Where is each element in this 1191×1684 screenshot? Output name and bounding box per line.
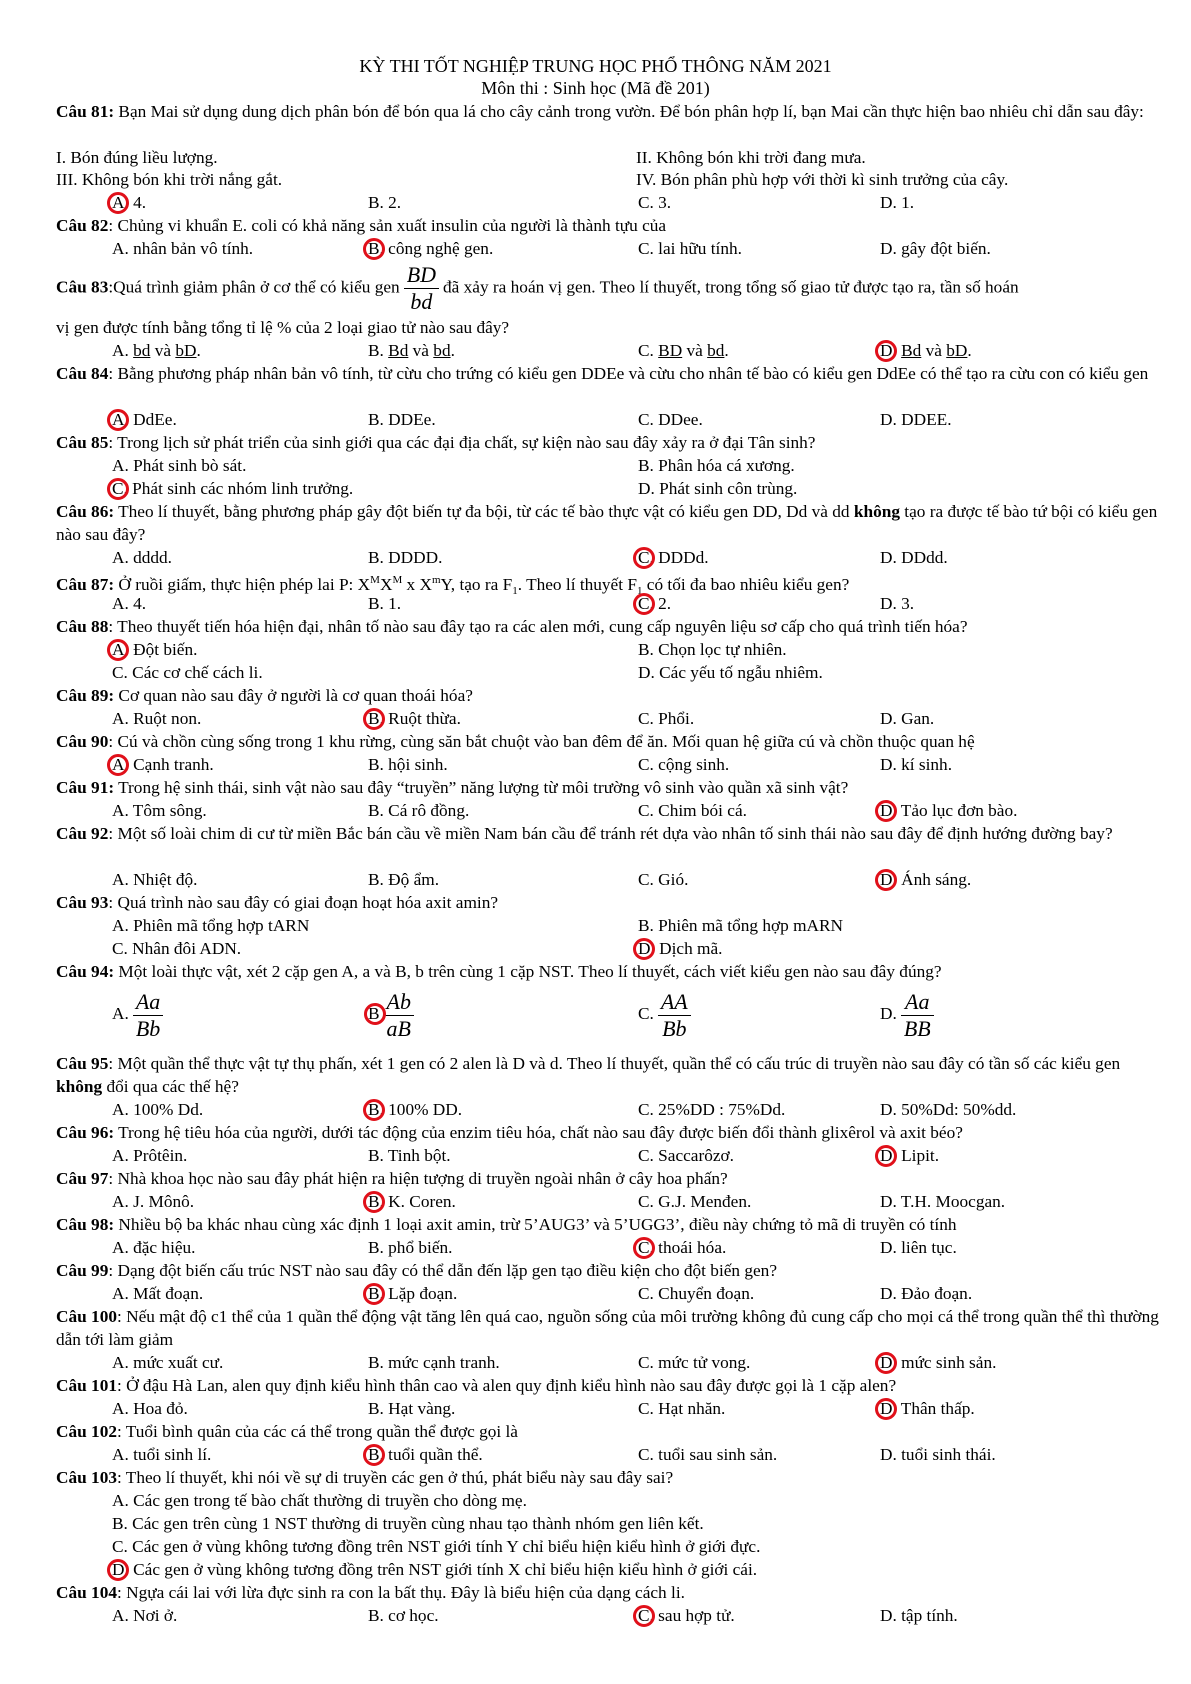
- question-94: Câu 94: Một loài thực vật, xét 2 cặp gen A, a và B, b trên cùng 1 cặp NST. Theo lí thuyết, cách viết kiểu gen nào sau đây đúng?: [56, 962, 942, 981]
- question-103: Câu 103: Theo lí thuyết, khi nói về sự di truyền các gen ở thú, phát biểu này sau đây sai?: [56, 1468, 674, 1487]
- option-d: D. gây đột biến.: [880, 239, 991, 258]
- option-d: D. 3.: [880, 594, 915, 613]
- option-c: C. Chuyển đoạn.: [638, 1284, 755, 1303]
- option-b: B. tuổi quần thể.: [368, 1445, 483, 1464]
- option-b: B. DDEe.: [368, 410, 436, 429]
- option-a: A. Đột biến.: [112, 640, 198, 659]
- option-d: D. tuổi sinh thái.: [880, 1445, 996, 1464]
- exam-subtitle: Môn thi : Sinh học (Mã đề 201): [481, 78, 710, 98]
- option-b: B. 2.: [368, 193, 402, 212]
- option-c: C. Chim bói cá.: [638, 801, 747, 820]
- question-100: Câu 100: Nếu mật độ c1 thể của 1 quần thể động vật tăng lên quá cao, nguồn sống của môi trường không đủ cung cấp cho mọi cá thể trong quần thể thì thường dẫn tới làm giảm: [56, 1307, 1159, 1349]
- option-d: D. Ánh sáng.: [880, 870, 972, 889]
- question-83: Câu 83:Quá trình giảm phân ở cơ thể có kiểu gen $\frac{BD}{bd}$ đã xảy ra hoán vị gen. Theo lí thuyết, trong tổng số giao tử được tạo ra, tần số hoán: [56, 262, 1019, 314]
- option-d: D. Lipit.: [880, 1146, 940, 1165]
- option-d: D. mức sinh sản.: [880, 1353, 997, 1372]
- option-b: B $\frac{Ab}{aB}$: [368, 986, 418, 1042]
- option-b: B. cơ học.: [368, 1606, 439, 1625]
- option-c: C. $\frac{AA}{Bb}$: [638, 986, 695, 1042]
- question-82: Câu 82: Chủng vi khuẩn E. coli có khả năng sản xuất insulin của người là thành tựu của: [56, 216, 667, 235]
- option-a: A. nhân bản vô tính.: [112, 239, 254, 258]
- option-c: C. sau hợp tử.: [638, 1606, 735, 1625]
- question-86: Câu 86: Theo lí thuyết, bằng phương pháp gây đột biến tự đa bội, từ các tế bào thực vật có kiểu gen DD, Dd và dd không tạo ra được tế bào tứ bội có kiểu gen nào sau đây?: [56, 502, 1158, 544]
- option-a: A. tuổi sinh lí.: [112, 1445, 212, 1464]
- question-104: Câu 104: Ngựa cái lai với lừa đực sinh ra con la bất thụ. Đây là biểu hiện của dạng cách li.: [56, 1583, 685, 1602]
- option-c: C. Saccarôzơ.: [638, 1146, 734, 1165]
- option-a: A. Phiên mã tổng hợp tARN: [112, 916, 310, 935]
- option-d: D. Phát sinh côn trùng.: [638, 479, 798, 498]
- option-a: A. Hoa đỏ.: [112, 1399, 188, 1418]
- question-92: Câu 92: Một số loài chim di cư từ miền Bắc bán cầu về miền Nam bán cầu để tránh rét dựa vào nhân tố sinh thái nào sau đây để định hướng đường bay?: [56, 824, 1113, 843]
- statement: IV. Bón phân phù hợp với thời kì sinh trưởng của cây.: [636, 170, 1009, 189]
- option-c: C. Các cơ chế cách li.: [112, 663, 263, 682]
- option-d: D. 1.: [880, 193, 915, 212]
- statement: I. Bón đúng liều lượng.: [56, 148, 218, 167]
- option-a: A. $\frac{Aa}{Bb}$: [112, 986, 167, 1042]
- question-83-cont: vị gen được tính bằng tổng tỉ lệ % của 2 loại giao tử nào sau đây?: [56, 318, 510, 337]
- option-b: B. Cá rô đồng.: [368, 801, 470, 820]
- option-b: B. Bd và bd.: [368, 341, 455, 360]
- question-91: Câu 91: Trong hệ sinh thái, sinh vật nào sau đây “truyền” năng lượng từ môi trường vô sinh vào quần xã sinh vật?: [56, 778, 849, 797]
- option-d: D. Thân thấp.: [880, 1399, 975, 1418]
- option-a: A. 100% Dd.: [112, 1100, 204, 1119]
- option-d: D. 50%Dd: 50%dd.: [880, 1100, 1017, 1119]
- option-d: D. Các gen ở vùng không tương đồng trên NST giới tính X chỉ biểu hiện kiểu hình ở giới cái.: [112, 1560, 758, 1579]
- option-c: C. Nhân đôi ADN.: [112, 939, 242, 958]
- option-d: D. Bd và bD.: [880, 341, 972, 360]
- question-98: Câu 98: Nhiều bộ ba khác nhau cùng xác định 1 loại axit amin, trừ 5’AUG3’ và 5’UGG3’, điều này chứng tỏ mã di truyền có tính: [56, 1215, 957, 1234]
- option-a: A. dddd.: [112, 548, 173, 567]
- question-84: Câu 84: Bằng phương pháp nhân bản vô tính, từ cừu cho trứng có kiểu gen DDEe và cừu cho nhân tế bào có kiểu gen DdEe có thể tạo ra cừu con có kiểu gen: [56, 364, 1149, 383]
- option-b: B. Độ ẩm.: [368, 870, 440, 889]
- option-b: B. K. Coren.: [368, 1192, 456, 1211]
- option-b: B. Lặp đoạn.: [368, 1284, 458, 1303]
- option-b: B. Chọn lọc tự nhiên.: [638, 640, 787, 659]
- option-a: A. Cạnh tranh.: [112, 755, 214, 774]
- option-d: D. Gan.: [880, 709, 935, 728]
- option-b: B. Hạt vàng.: [368, 1399, 456, 1418]
- option-a: A. Các gen trong tế bào chất thường di truyền cho dòng mẹ.: [112, 1491, 527, 1510]
- option-b: B. DDDD.: [368, 548, 443, 567]
- option-d: D. $\frac{Aa}{BB}$: [880, 986, 938, 1042]
- option-d: D. T.H. Moocgan.: [880, 1192, 1006, 1211]
- option-c: C. G.J. Menđen.: [638, 1192, 752, 1211]
- option-c: C. Phổi.: [638, 709, 695, 728]
- option-c: C. lai hữu tính.: [638, 239, 742, 258]
- option-a: A. DdEe.: [112, 410, 177, 429]
- option-a: A. Nhiệt độ.: [112, 870, 198, 889]
- option-c: C. mức tử vong.: [638, 1353, 751, 1372]
- option-c: C. thoái hóa.: [638, 1238, 727, 1257]
- option-c: C. DDDd.: [638, 548, 709, 567]
- option-c: C. Gió.: [638, 870, 689, 889]
- option-c: C. 25%DD : 75%Dd.: [638, 1100, 786, 1119]
- question-101: Câu 101: Ở đậu Hà Lan, alen quy định kiểu hình thân cao và alen quy định kiểu hình nào sau đây được gọi là 1 cặp alen?: [56, 1376, 897, 1395]
- option-b: B. phổ biến.: [368, 1238, 453, 1257]
- option-d: D. DDdd.: [880, 548, 948, 567]
- statement: II. Không bón khi trời đang mưa.: [636, 148, 866, 167]
- option-a: A. Tôm sông.: [112, 801, 207, 820]
- option-c: C. 3.: [638, 193, 672, 212]
- option-b: B. 1.: [368, 594, 402, 613]
- option-a: A. bd và bD.: [112, 341, 201, 360]
- option-b: B. công nghệ gen.: [368, 239, 494, 258]
- option-c: C. DDee.: [638, 410, 703, 429]
- option-d: D. Tảo lục đơn bào.: [880, 801, 1018, 820]
- question-97: Câu 97: Nhà khoa học nào sau đây phát hiện ra hiện tượng di truyền ngoài nhân ở cây hoa phấn?: [56, 1169, 728, 1188]
- option-d: D. kí sinh.: [880, 755, 953, 774]
- option-b: B. Tinh bột.: [368, 1146, 451, 1165]
- question-81: Câu 81: Bạn Mai sử dụng dung dịch phân bón để bón qua lá cho cây cảnh trong vườn. Để bón phân hợp lí, bạn Mai cần thực hiện bao nhiêu chỉ dẫn sau đây:: [56, 102, 1144, 121]
- option-a: A. J. Mônô.: [112, 1192, 195, 1211]
- option-a: A. 4.: [112, 594, 147, 613]
- option-a: A. Ruột non.: [112, 709, 202, 728]
- option-c: C. 2.: [638, 594, 672, 613]
- option-a: A. Nơi ở.: [112, 1606, 178, 1625]
- option-d: D. Dịch mã.: [638, 939, 723, 958]
- option-c: C. cộng sinh.: [638, 755, 730, 774]
- option-b: B. Ruột thừa.: [368, 709, 461, 728]
- question-96: Câu 96: Trong hệ tiêu hóa của người, dưới tác động của enzim tiêu hóa, chất nào sau đây được biến đổi thành glixêrol và axit béo?: [56, 1123, 963, 1142]
- option-c: C. BD và bd.: [638, 341, 729, 360]
- exam-title: KỲ THI TỐT NGHIỆP TRUNG HỌC PHỔ THÔNG NĂM 2021: [359, 56, 832, 76]
- question-99: Câu 99: Dạng đột biến cấu trúc NST nào sau đây có thể dẫn đến lặp gen tạo điều kiện cho đột biến gen?: [56, 1261, 777, 1280]
- option-c: C. tuổi sau sinh sản.: [638, 1445, 778, 1464]
- option-d: D. tập tính.: [880, 1606, 958, 1625]
- option-c: C. Hạt nhăn.: [638, 1399, 726, 1418]
- option-a: A. mức xuất cư.: [112, 1353, 224, 1372]
- question-85: Câu 85: Trong lịch sử phát triển của sinh giới qua các đại địa chất, sự kiện nào sau đây xảy ra ở đại Tân sinh?: [56, 433, 816, 452]
- statement: III. Không bón khi trời nắng gắt.: [56, 170, 283, 189]
- option-b: B. 100% DD.: [368, 1100, 463, 1119]
- option-b: B. Các gen trên cùng 1 NST thường di truyền cùng nhau tạo thành nhóm gen liên kết.: [112, 1514, 704, 1533]
- question-95: Câu 95: Một quần thể thực vật tự thụ phấn, xét 1 gen có 2 alen là D và d. Theo lí thuyết, quần thể có cấu trúc di truyền nào sau đây có tần số các kiểu gen không đổi qua các thế hệ?: [56, 1054, 1121, 1096]
- option-a: A. Phát sinh bò sát.: [112, 456, 247, 475]
- option-a: A. Mất đoạn.: [112, 1284, 204, 1303]
- option-b: B. mức cạnh tranh.: [368, 1353, 500, 1372]
- option-a: A. 4.: [112, 193, 147, 212]
- option-b: B. Phiên mã tổng hợp mARN: [638, 916, 843, 935]
- option-d: D. liên tục.: [880, 1238, 957, 1257]
- option-b: B. Phân hóa cá xương.: [638, 456, 795, 475]
- option-d: D. Đảo đoạn.: [880, 1284, 973, 1303]
- option-d: D. DDEE.: [880, 410, 952, 429]
- question-88: Câu 88: Theo thuyết tiến hóa hiện đại, nhân tố nào sau đây tạo ra các alen mới, cung cấp nguyên liệu sơ cấp cho quá trình tiến hóa?: [56, 617, 968, 636]
- question-90: Câu 90: Cú và chồn cùng sống trong 1 khu rừng, cùng săn bắt chuột vào ban đêm để ăn. Mối quan hệ giữa cú và chồn thuộc quan hệ: [56, 732, 975, 751]
- question-89: Câu 89: Cơ quan nào sau đây ở người là cơ quan thoái hóa?: [56, 686, 473, 705]
- genotype-fraction: $\frac{BD}{bd}$: [404, 262, 439, 315]
- option-d: D. Các yếu tố ngẫu nhiêm.: [638, 663, 823, 682]
- question-102: Câu 102: Tuổi bình quân của các cá thể trong quần thể được gọi là: [56, 1422, 518, 1441]
- option-c: C. Các gen ở vùng không tương đồng trên NST giới tính Y chỉ biểu hiện kiểu hình ở giới đực.: [112, 1537, 761, 1556]
- question-87: Câu 87: Ở ruồi giấm, thực hiện phép lai P: $X^MX^M$ x $X^mY$, tạo ra $F_1$. Theo lí thuyết $F_1$ có tối đa bao nhiêu kiểu gen?: [56, 574, 850, 598]
- option-a: A. Prôtêin.: [112, 1146, 188, 1165]
- option-c: C. Phát sinh các nhóm linh trưởng.: [112, 479, 354, 498]
- option-a: A. đặc hiệu.: [112, 1238, 196, 1257]
- option-b: B. hội sinh.: [368, 755, 448, 774]
- question-93: Câu 93: Quá trình nào sau đây có giai đoạn hoạt hóa axit amin?: [56, 893, 499, 912]
